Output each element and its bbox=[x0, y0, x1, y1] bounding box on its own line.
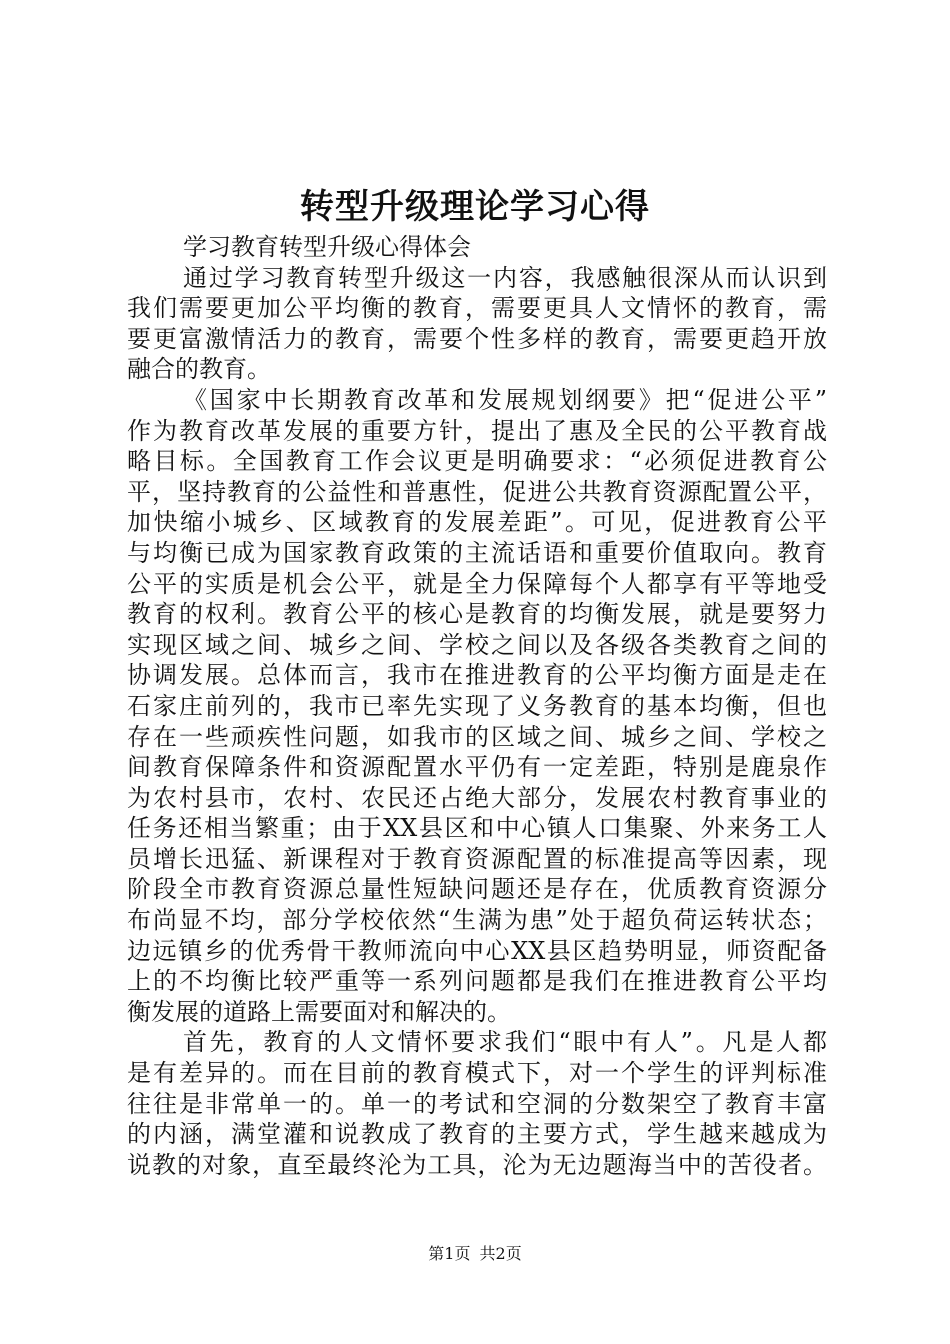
text-line: 阶段全市教育资源总量性短缺问题还是存在，优质教育资源分 bbox=[127, 875, 827, 904]
text-line: 教育的权利。教育公平的核心是教育的均衡发展，就是要努力 bbox=[127, 600, 827, 629]
text-line: 往往是非常单一的。单一的考试和空洞的分数架空了教育丰富 bbox=[127, 1089, 827, 1118]
text-line: 协调发展。总体而言，我市在推进教育的公平均衡方面是走在 bbox=[127, 661, 827, 690]
document-title: 转型升级理论学习心得 bbox=[300, 187, 650, 227]
text-line: 间教育保障条件和资源配置水平仍有一定差距，特别是鹿泉作 bbox=[127, 753, 827, 782]
text-line: 是有差异的。而在目前的教育模式下，对一个学生的评判标准 bbox=[127, 1059, 827, 1088]
text-line: 布尚显不均，部分学校依然“生满为患”处于超负荷运转状态； bbox=[127, 906, 827, 935]
text-line: 首先，教育的人文情怀要求我们“眼中有人”。凡是人都 bbox=[183, 1028, 827, 1057]
text-line: 融合的教育。 bbox=[127, 355, 271, 384]
subtitle-line: 学习教育转型升级心得体会 bbox=[183, 233, 471, 261]
text-line: 存在一些顽疾性问题，如我市的区域之间、城乡之间、学校之 bbox=[127, 722, 827, 751]
text-line: 员增长迅猛、新课程对于教育资源配置的标准提高等因素，现 bbox=[127, 844, 827, 873]
text-line: 石家庄前列的，我市已率先实现了义务教育的基本均衡，但也 bbox=[127, 691, 827, 720]
text-line: 说教的对象，直至最终沦为工具，沦为无边题海当中的苦役者。 bbox=[127, 1150, 827, 1179]
page-footer bbox=[0, 1242, 950, 1266]
text-line: 实现区域之间、城乡之间、学校之间以及各级各类教育之间的 bbox=[127, 630, 827, 659]
text-line: 任务还相当繁重；由于XX县区和中心镇人口集聚、外来务工人 bbox=[127, 814, 827, 843]
text-line: 边远镇乡的优秀骨干教师流向中心XX县区趋势明显，师资配备 bbox=[127, 936, 827, 965]
text-line: 与均衡已成为国家教育政策的主流话语和重要价值取向。教育 bbox=[127, 538, 827, 567]
text-line: 要更富激情活力的教育，需要个性多样的教育，需要更趋开放 bbox=[127, 324, 827, 353]
text-line: 作为教育改革发展的重要方针，提出了惠及全民的公平教育战 bbox=[127, 416, 827, 445]
text-line: 《国家中长期教育改革和发展规划纲要》把“促进公平” bbox=[183, 385, 827, 414]
text-line: 加快缩小城乡、区域教育的发展差距”。可见，促进教育公平 bbox=[127, 508, 827, 537]
text-line: 略目标。全国教育工作会议更是明确要求：“必须促进教育公 bbox=[127, 447, 827, 476]
text-line: 通过学习教育转型升级这一内容，我感触很深从而认识到 bbox=[183, 263, 827, 292]
text-line: 为农村县市，农村、农民还占绝大部分，发展农村教育事业的 bbox=[127, 783, 827, 812]
text-line: 公平的实质是机会公平，就是全力保障每个人都享有平等地受 bbox=[127, 569, 827, 598]
text-line: 平，坚持教育的公益性和普惠性，促进公共教育资源配置公平， bbox=[127, 477, 827, 506]
document-body bbox=[127, 232, 827, 1180]
text-line: 上的不均衡比较严重等一系列问题都是我们在推进教育公平均 bbox=[127, 967, 827, 996]
page-number: 第1页 bbox=[428, 1244, 471, 1263]
text-line: 的内涵，满堂灌和说教成了教育的主要方式，学生越来越成为 bbox=[127, 1120, 827, 1149]
text-line: 衡发展的道路上需要面对和解决的。 bbox=[127, 997, 511, 1026]
page-total: 共2页 bbox=[479, 1244, 522, 1263]
text-line: 我们需要更加公平均衡的教育，需要更具人文情怀的教育，需 bbox=[127, 294, 827, 323]
